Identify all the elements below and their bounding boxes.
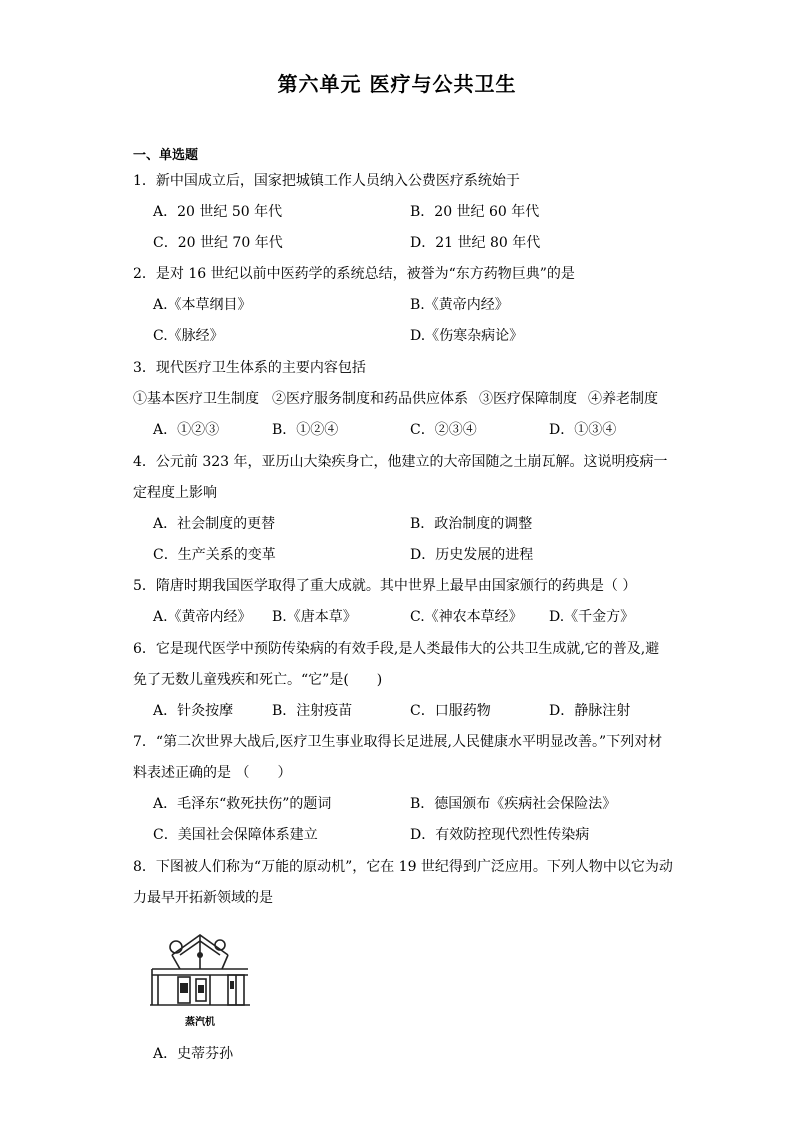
question-5-option-b: B.《唐本草》 [272,609,357,625]
question-5-option-a: A.《黄帝内经》 [153,609,252,625]
question-7-stem-line-2: 料表述正确的是 （ ） [133,765,292,781]
page-title: 第六单元 医疗与公共卫生 [277,72,517,96]
question-6-stem-line-1: 6．它是现代医学中预防传染病的有效手段,是人类最伟大的公共卫生成就,它的普及,避 [133,641,660,657]
question-4-option-d: D．历史发展的进程 [410,547,534,563]
question-4-option-a: A．社会制度的更替 [153,516,276,532]
question-7-option-b: B．德国颁布《疾病社会保险法》 [410,796,617,812]
question-1-option-b: B．20 世纪 60 年代 [410,204,540,220]
question-3-option-d: D．①③④ [549,422,617,438]
question-6-option-b: B．注射疫苗 [272,703,353,719]
question-2-option-a: A.《本草纲目》 [153,297,252,313]
question-7-option-d: D．有效防控现代烈性传染病 [410,827,590,843]
steam-engine-illustration [150,925,250,1011]
question-3-item-1: ①基本医疗卫生制度 [133,391,259,407]
question-3-stem: 3．现代医疗卫生体系的主要内容包括 [133,360,366,376]
section-heading: 一、单选题 [133,148,199,163]
question-5-option-d: D.《千金方》 [549,609,635,625]
question-8-option-a: A．史蒂芬孙 [153,1046,234,1062]
question-7-option-a: A．毛泽东“救死扶伤”的题词 [153,796,332,812]
question-1-option-c: C．20 世纪 70 年代 [153,235,283,251]
question-7-option-c: C．美国社会保障体系建立 [153,827,318,843]
question-3-option-a: A．①②③ [153,422,220,438]
question-5-stem: 5．隋唐时期我国医学取得了重大成就。其中世界上最早由国家颁行的药典是（ ） [133,578,637,594]
question-3-option-c: C．②③④ [410,422,477,438]
question-2-stem: 2．是对 16 世纪以前中医药学的系统总结，被誉为“东方药物巨典”的是 [133,266,575,282]
question-5-option-c: C.《神农本草经》 [410,609,523,625]
question-6-option-c: C．口服药物 [410,703,491,719]
figure-caption: 蒸汽机 [185,1017,215,1028]
question-7-stem-line-1: 7．“第二次世界大战后,医疗卫生事业取得长足进展,人民健康水平明显改善。”下列对材 [133,734,663,750]
question-4-option-b: B．政治制度的调整 [410,516,533,532]
question-8-stem-line-1: 8．下图被人们称为“万能的原动机”，它在 19 世纪得到广泛应用。下列人物中以它为动 [133,859,673,875]
question-8-stem-line-2: 力最早开拓新领域的是 [133,890,273,906]
question-6-option-d: D．静脉注射 [549,703,631,719]
question-3-item-2: ②医疗服务制度和药品供应体系 [272,391,468,407]
steam-engine-figure [150,925,250,1030]
question-1-stem: 1．新中国成立后，国家把城镇工作人员纳入公费医疗系统始于 [133,173,520,189]
question-2-option-d: D.《伤寒杂病论》 [410,328,524,344]
question-6-option-a: A．针灸按摩 [153,703,234,719]
question-3-item-3: ③医疗保障制度 [479,391,577,407]
question-2-option-b: B.《黄帝内经》 [410,297,509,313]
question-4-stem-line-1: 4．公元前 323 年，亚历山大染疾身亡，他建立的大帝国随之土崩瓦解。这说明疫病一 [133,454,668,470]
question-2-option-c: C.《脉经》 [153,328,224,344]
question-1-option-a: A．20 世纪 50 年代 [153,204,283,220]
question-4-stem-line-2: 定程度上影响 [133,485,217,501]
question-6-stem-line-2: 免了无数儿童残疾和死亡。“它”是( ) [133,672,383,688]
question-3-option-b: B．①②④ [272,422,339,438]
question-1-option-d: D．21 世纪 80 年代 [410,235,541,251]
question-4-option-c: C．生产关系的变革 [153,547,276,563]
question-3-item-4: ④养老制度 [588,391,658,407]
